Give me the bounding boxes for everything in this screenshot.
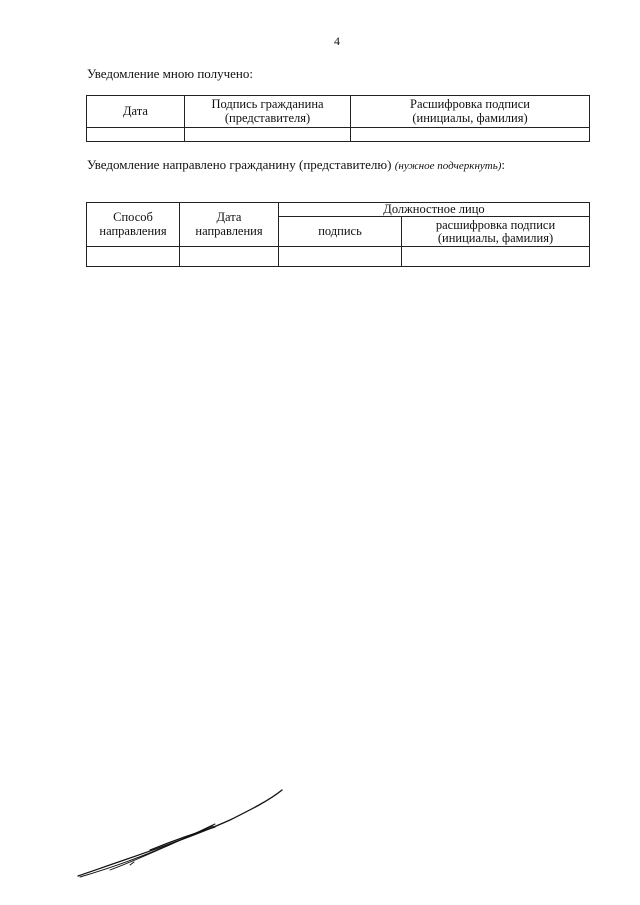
handwritten-signature (70, 780, 300, 890)
cell-decode[interactable] (351, 128, 590, 142)
header-date-text: Дата (123, 103, 148, 118)
header-send-date-line1: Дата (216, 210, 242, 225)
header-official-decode-line1: расшифровка подписи (435, 217, 556, 232)
sent-table-row (87, 247, 590, 267)
cell-method[interactable] (87, 247, 180, 267)
header-method-line1: Способ (113, 210, 153, 225)
sent-statement-colon: : (501, 157, 506, 172)
header-signature-line1: Подпись гражданина (211, 97, 324, 112)
received-table (86, 95, 590, 142)
cell-send-date[interactable] (180, 247, 279, 267)
header-official-signature (279, 217, 402, 247)
header-official-decode (402, 217, 590, 247)
header-signature-line2: (представителя) (224, 110, 311, 125)
header-method-line2: направления (99, 223, 167, 238)
header-decode (351, 96, 590, 128)
sent-table-header-row-1 (87, 203, 590, 217)
sent-statement-main: Уведомление направлено гражданину (представителю) (87, 157, 392, 172)
page-number: 4 (334, 34, 340, 48)
cell-official-signature[interactable] (279, 247, 402, 267)
header-send-date-line2: направления (195, 223, 263, 238)
header-date (87, 96, 185, 128)
header-official-text: Должностное лицо (383, 202, 485, 216)
header-official-signature-text: подпись (318, 224, 362, 239)
sent-statement (87, 157, 505, 173)
received-table-row (87, 128, 590, 142)
cell-date[interactable] (87, 128, 185, 142)
header-official-decode-line2: (инициалы, фамилия) (437, 230, 554, 245)
header-decode-line2: (инициалы, фамилия) (412, 110, 528, 125)
cell-official-decode[interactable] (402, 247, 590, 267)
header-method (87, 203, 180, 247)
cell-signature[interactable] (185, 128, 351, 142)
header-signature (185, 96, 351, 128)
header-send-date (180, 203, 279, 247)
sent-table (86, 202, 590, 267)
received-statement: Уведомление мною получено: (87, 66, 253, 81)
sent-statement-note: (нужное подчеркнуть) (394, 160, 502, 172)
header-decode-line1: Расшифровка подписи (410, 97, 530, 112)
received-table-header-row (87, 96, 590, 128)
header-official (279, 203, 590, 217)
